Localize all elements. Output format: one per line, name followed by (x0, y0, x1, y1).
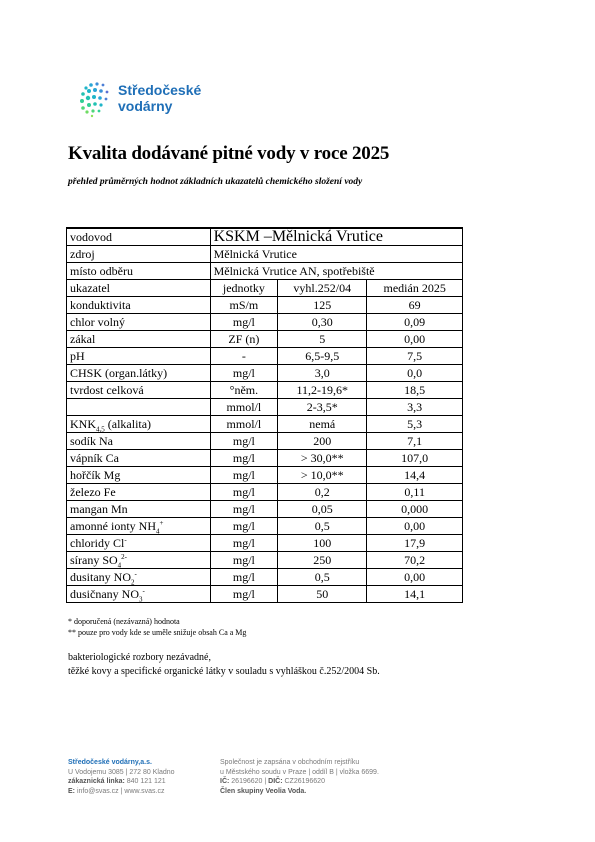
table-header-row (67, 280, 463, 297)
indicator-median: 7,5 (367, 348, 463, 365)
indicator-name-text: vápník Ca (70, 451, 119, 465)
footer-email-label: E: (68, 787, 75, 795)
indicator-name (67, 569, 211, 586)
indicator-name (67, 399, 211, 416)
indicator-unit: mg/l (210, 501, 278, 518)
table-row-misto (67, 263, 463, 280)
logo-line1: Středočeské (118, 82, 202, 98)
indicator-limit: 100 (278, 535, 367, 552)
indicator-name (67, 382, 211, 399)
footer-ic-label: IČ: (220, 778, 230, 785)
indicator-name (67, 314, 211, 331)
indicator-median: 69 (367, 297, 463, 314)
footer-contact (68, 758, 175, 796)
indicator-name-text: dusičnany NO (70, 587, 139, 601)
footer-dic: CZ26196620 (282, 778, 325, 785)
footer-registration (220, 758, 379, 796)
indicator-name (67, 484, 211, 501)
indicator-name-text: sírany SO (70, 553, 118, 567)
footer-hotline-label: zákaznická linka: (68, 778, 125, 785)
table-row (67, 501, 463, 518)
indicator-median: 0,00 (367, 569, 463, 586)
indicator-subscript: 4,5 (96, 425, 105, 434)
indicator-median: 3,3 (367, 399, 463, 416)
footer-ic: 26196620 | (229, 778, 269, 785)
indicator-median: 14,4 (367, 467, 463, 484)
indicator-subscript: 3 (139, 595, 143, 604)
indicator-name (67, 552, 211, 569)
table-row (67, 365, 463, 382)
indicator-name (67, 501, 211, 518)
table-row (67, 433, 463, 450)
footer-reg2: u Městského soudu v Praze | oddíl B | vložka 6699. (220, 768, 379, 776)
indicator-name (67, 467, 211, 484)
vodovod-value: KSKM –Mělnická Vrutice (210, 228, 462, 246)
indicator-unit: mg/l (210, 433, 278, 450)
header-median: medián 2025 (367, 280, 463, 297)
footer-company: Středočeské vodárny,a.s. (68, 759, 152, 766)
footer-email[interactable]: info@svas.cz | www.svas.cz (75, 787, 165, 795)
indicator-superscript: - (134, 570, 137, 578)
logo-line2: vodárny (118, 98, 173, 114)
indicator-limit: 250 (278, 552, 367, 569)
page-title: Kvalita dodávané pitné vody v roce 2025 (68, 143, 390, 164)
indicator-median: 70,2 (367, 552, 463, 569)
indicator-name (67, 365, 211, 382)
table-row (67, 314, 463, 331)
table-row (67, 467, 463, 484)
indicator-name-text: dusitany NO (70, 570, 131, 584)
indicator-name (67, 297, 211, 314)
table-row (67, 450, 463, 467)
indicator-median: 0,000 (367, 501, 463, 518)
indicator-unit: mg/l (210, 518, 278, 535)
indicator-limit: 50 (278, 586, 367, 603)
indicator-limit: 0,2 (278, 484, 367, 501)
table-row (67, 348, 463, 365)
indicator-limit: 11,2-19,6* (278, 382, 367, 399)
indicator-median: 0,00 (367, 518, 463, 535)
footer-address: U Vodojemu 3085 | 272 80 Kladno (68, 768, 175, 776)
misto-label: místo odběru (67, 263, 211, 280)
indicator-name (67, 586, 211, 603)
indicator-subscript: 4 (117, 561, 122, 570)
indicator-limit: 0,05 (278, 501, 367, 518)
indicator-limit: 2-3,5* (278, 399, 367, 416)
zdroj-value: Mělnická Vrutice (210, 246, 462, 263)
indicator-unit: mS/m (210, 297, 278, 314)
indicator-unit: mg/l (210, 484, 278, 501)
zdroj-label: zdroj (67, 246, 211, 263)
indicator-limit: 0,5 (278, 569, 367, 586)
footnote-1: * doporučená (nezávazná) hodnota (68, 617, 180, 626)
table-row (67, 297, 463, 314)
indicator-limit: > 30,0** (278, 450, 367, 467)
indicator-superscript: - (142, 587, 145, 595)
indicator-median: 7,1 (367, 433, 463, 450)
page-subtitle: přehled průměrných hodnot základních ukazatelů chemického složení vody (68, 177, 363, 187)
misto-value: Mělnická Vrutice AN, spotřebiště (210, 263, 462, 280)
indicator-name-text: sodík Na (70, 434, 113, 448)
table-row (67, 331, 463, 348)
bacteriology-line1: bakteriologické rozbory nezávadné, (68, 652, 211, 663)
indicator-name-text: tvrdost celková (70, 383, 144, 397)
indicator-name-text: chlor volný (70, 315, 125, 329)
footnotes (68, 616, 246, 638)
indicator-limit: nemá (278, 416, 367, 433)
indicator-limit: 3,0 (278, 365, 367, 382)
indicator-limit: 125 (278, 297, 367, 314)
footer-reg1: Společnost je zapsána v obchodním rejstříku (220, 759, 360, 766)
table-row (67, 552, 463, 569)
logo-text (118, 82, 201, 114)
indicator-unit: mg/l (210, 450, 278, 467)
header-limit: vyhl.252/04 (278, 280, 367, 297)
indicator-name-suffix: (alkalita) (104, 417, 152, 431)
header-ukazatel: ukazatel (67, 280, 211, 297)
indicator-unit: mmol/l (210, 416, 278, 433)
indicator-limit: 200 (278, 433, 367, 450)
water-quality-table (66, 227, 463, 603)
indicator-name-text: amonné ionty NH (70, 519, 156, 533)
indicator-limit: 6,5-9,5 (278, 348, 367, 365)
indicator-median: 17,9 (367, 535, 463, 552)
footnote-2: ** pouze pro vody kde se uměle snižuje obsah Ca a Mg (68, 628, 247, 637)
footer-hotline: 840 121 121 (124, 778, 166, 785)
table-row (67, 569, 463, 586)
indicator-unit: mmol/l (210, 399, 278, 416)
indicator-median: 0,0 (367, 365, 463, 382)
indicator-name-text: mangan Mn (70, 502, 128, 516)
indicator-median: 18,5 (367, 382, 463, 399)
indicator-unit: mg/l (210, 535, 278, 552)
indicator-median: 0,00 (367, 331, 463, 348)
indicator-unit: mg/l (210, 552, 278, 569)
indicator-superscript: - (124, 536, 127, 544)
indicator-unit: °něm. (210, 382, 278, 399)
table-row (67, 586, 463, 603)
table-row (67, 382, 463, 399)
indicator-median: 0,09 (367, 314, 463, 331)
indicator-name-text: železo Fe (70, 485, 116, 499)
indicator-median: 107,0 (367, 450, 463, 467)
indicator-name-text: KNK (70, 417, 96, 431)
indicator-subscript: 4 (156, 527, 160, 536)
table-row-vodovod (67, 228, 463, 246)
table-row (67, 484, 463, 501)
bacteriology-line2: těžké kovy a specifické organické látky v souladu s vyhláškou č.252/2004 Sb. (68, 666, 380, 677)
indicator-name-text: zákal (70, 332, 96, 346)
indicator-name (67, 416, 211, 433)
indicator-name (67, 433, 211, 450)
indicator-unit: - (210, 348, 278, 365)
indicator-unit: mg/l (210, 467, 278, 484)
vodovod-label: vodovod (67, 228, 211, 246)
indicator-subscript: 2 (131, 578, 135, 587)
indicator-median: 14,1 (367, 586, 463, 603)
indicator-superscript: + (159, 519, 164, 527)
indicator-name (67, 348, 211, 365)
table-row (67, 399, 463, 416)
indicator-limit: 0,5 (278, 518, 367, 535)
indicator-name-text: CHSK (organ.látky) (70, 366, 168, 380)
indicator-unit: ZF (n) (210, 331, 278, 348)
indicator-unit: mg/l (210, 365, 278, 382)
bacteriology-note (68, 651, 380, 679)
table-row (67, 518, 463, 535)
indicator-name-text: hořčík Mg (70, 468, 121, 482)
indicator-limit: 5 (278, 331, 367, 348)
indicator-superscript: 2- (121, 553, 128, 561)
logo-dots-icon (80, 82, 108, 117)
indicator-name-text: pH (70, 349, 85, 363)
indicator-name (67, 450, 211, 467)
indicator-unit: mg/l (210, 569, 278, 586)
table-row (67, 535, 463, 552)
indicator-name (67, 331, 211, 348)
table-row (67, 416, 463, 433)
indicator-name (67, 535, 211, 552)
indicator-name-text: chloridy Cl (70, 536, 125, 550)
indicator-name (67, 518, 211, 535)
footer-group: Člen skupiny Veolia Voda. (220, 787, 307, 795)
indicator-limit: > 10,0** (278, 467, 367, 484)
footer-dic-label: DIČ: (268, 778, 283, 785)
indicator-limit: 0,30 (278, 314, 367, 331)
indicator-name-text: konduktivita (70, 298, 131, 312)
table-row-zdroj (67, 246, 463, 263)
indicator-median: 0,11 (367, 484, 463, 501)
indicator-unit: mg/l (210, 314, 278, 331)
indicator-median: 5,3 (367, 416, 463, 433)
header-jednotky: jednotky (210, 280, 278, 297)
indicator-unit: mg/l (210, 586, 278, 603)
